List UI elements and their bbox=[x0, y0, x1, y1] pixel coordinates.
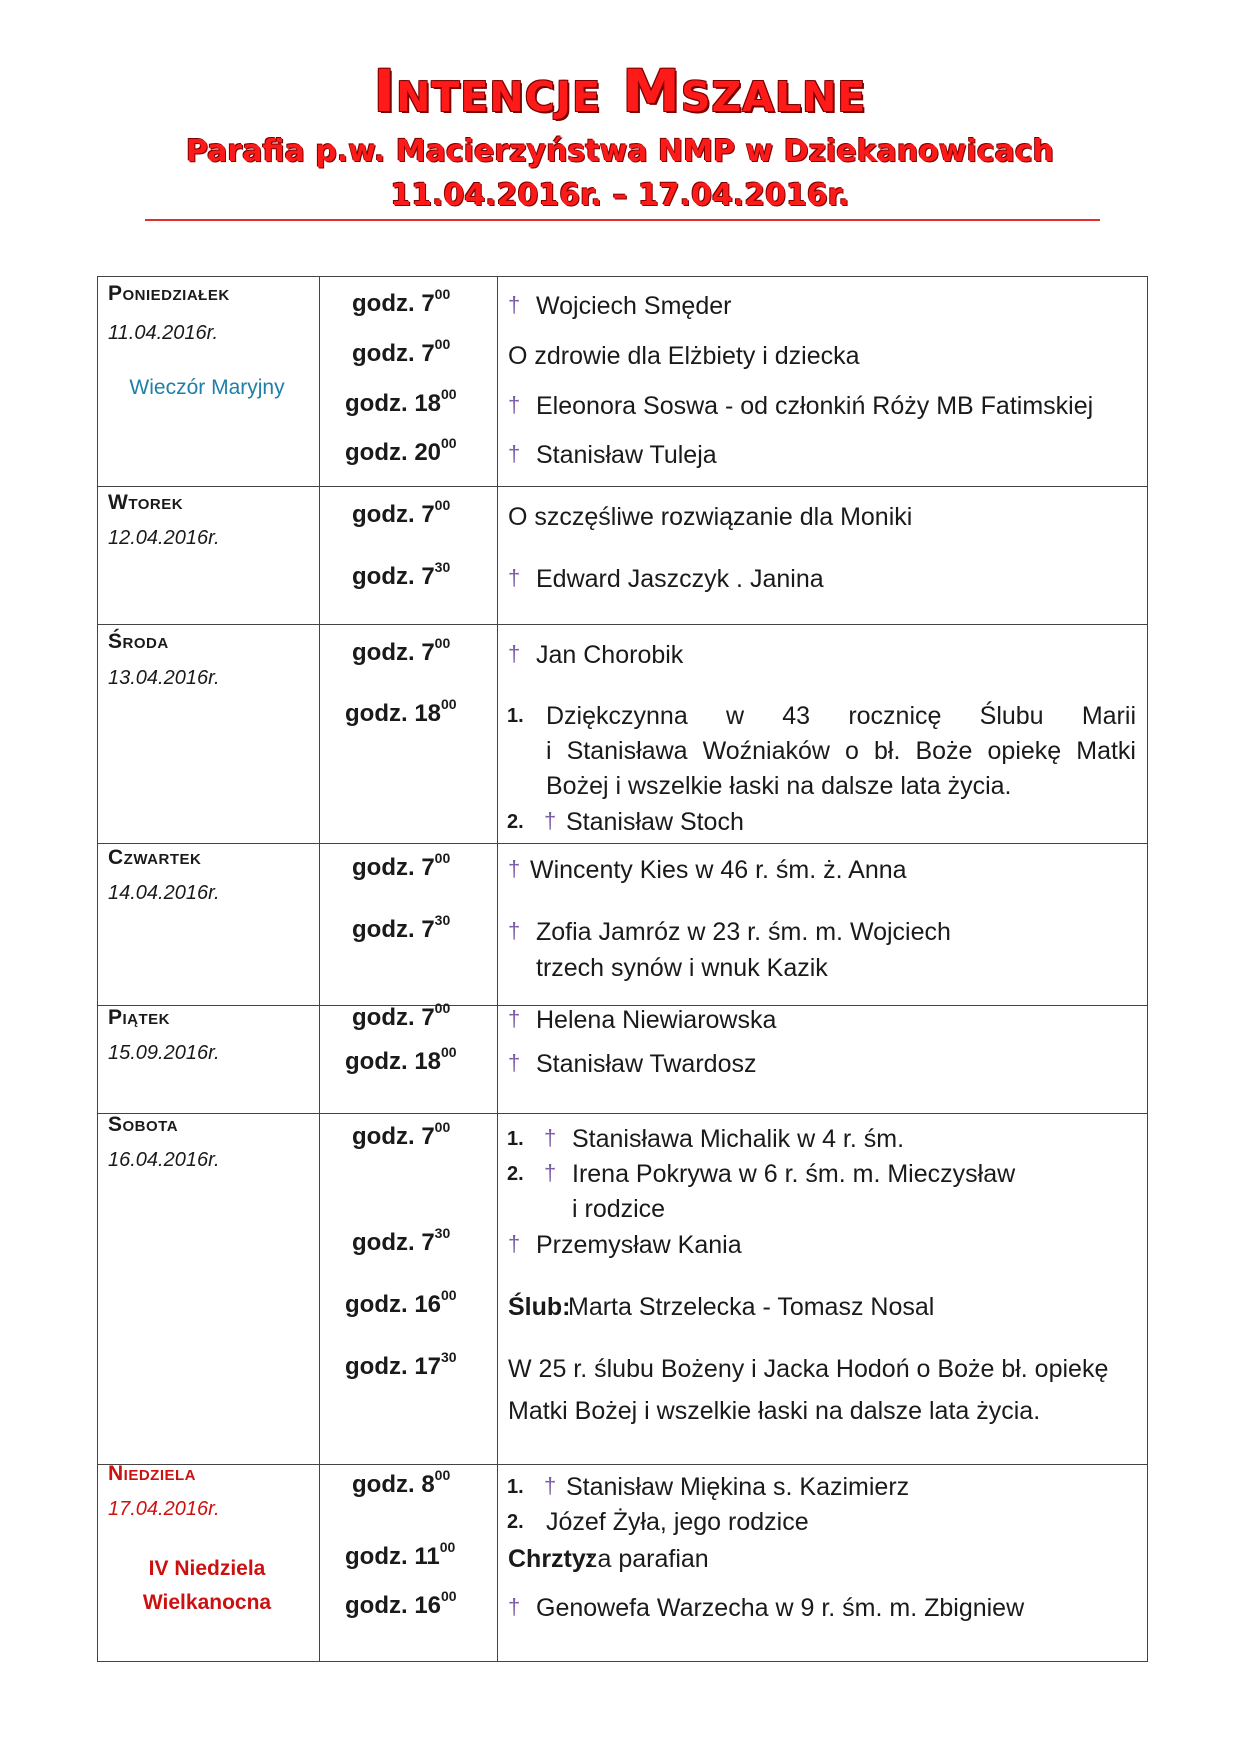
intention-text: Wincenty Kies w 46 r. śm. ż. Anna bbox=[530, 856, 907, 884]
mass-time bbox=[345, 696, 457, 728]
row-divider bbox=[98, 486, 1147, 487]
day-note: Wieczór Maryjny bbox=[129, 376, 285, 399]
mass-hour: godz. 7 bbox=[352, 563, 435, 590]
intention-text: Dziękczynna w 43 rocznicę Ślubu Marii bbox=[546, 702, 1136, 730]
mass-minutes: 00 bbox=[434, 1119, 451, 1135]
mass-minutes: 00 bbox=[434, 850, 451, 866]
mass-time bbox=[352, 1119, 451, 1151]
mass-minutes: 00 bbox=[441, 386, 457, 402]
intention-text: O zdrowie dla Elżbiety i dziecka bbox=[508, 342, 860, 370]
item-number: 2. bbox=[507, 1511, 524, 1533]
mass-time bbox=[352, 1467, 451, 1499]
mass-hour: godz. 16 bbox=[345, 1291, 442, 1318]
mass-hour: godz. 20 bbox=[345, 439, 442, 466]
mass-time bbox=[352, 635, 451, 667]
cross-icon: † bbox=[508, 1594, 521, 1619]
day-name: Piątek bbox=[108, 1006, 171, 1029]
item-number: 1. bbox=[507, 1128, 524, 1150]
cross-icon: † bbox=[544, 808, 557, 833]
mass-time bbox=[352, 1000, 451, 1032]
mass-time bbox=[352, 497, 451, 529]
mass-minutes: 00 bbox=[434, 336, 451, 352]
page-title: Intencje Mszalne bbox=[373, 57, 867, 125]
intention-text: W 25 r. ślubu Bożeny i Jacka Hodoń o Boże bł. opiekę bbox=[508, 1355, 1109, 1383]
mass-time bbox=[352, 912, 451, 944]
cross-icon: † bbox=[508, 1231, 521, 1256]
cross-icon: † bbox=[508, 565, 521, 590]
day-name: Środa bbox=[108, 630, 169, 653]
day-date: 16.04.2016r. bbox=[108, 1149, 220, 1171]
intention-text: Stanisław Tuleja bbox=[536, 441, 717, 469]
mass-time bbox=[345, 1588, 457, 1620]
mass-hour: godz. 18 bbox=[345, 390, 442, 417]
mass-minutes: 00 bbox=[441, 1044, 457, 1060]
day-name: Sobota bbox=[108, 1113, 179, 1136]
intention-text: Przemysław Kania bbox=[536, 1231, 742, 1259]
mass-time bbox=[352, 559, 451, 591]
intention-text: Zofia Jamróz w 23 r. śm. m. Wojciech bbox=[536, 918, 951, 946]
mass-hour: godz. 7 bbox=[352, 1004, 435, 1031]
mass-hour: godz. 7 bbox=[352, 340, 435, 367]
column-divider-day bbox=[319, 277, 320, 1661]
mass-minutes: 00 bbox=[441, 1588, 457, 1604]
header-divider bbox=[145, 219, 1100, 221]
parish-name: Parafia p.w. Macierzyństwa NMP w Dziekanowicach bbox=[185, 134, 1055, 169]
intention-text: Józef Żyła, jego rodzice bbox=[546, 1508, 809, 1536]
mass-minutes: 00 bbox=[434, 286, 451, 302]
intention-text: O szczęśliwe rozwiązanie dla Moniki bbox=[508, 503, 913, 531]
day-date: 13.04.2016r. bbox=[108, 667, 220, 689]
mass-hour: godz. 16 bbox=[345, 1592, 442, 1619]
mass-time bbox=[352, 336, 451, 368]
day-note: IV Niedziela bbox=[148, 1557, 266, 1580]
mass-hour: godz. 18 bbox=[345, 700, 442, 727]
intention-text: trzech synów i wnuk Kazik bbox=[536, 954, 828, 982]
mass-minutes: 00 bbox=[441, 1287, 457, 1303]
mass-time bbox=[352, 1225, 451, 1257]
cross-icon: † bbox=[544, 1160, 557, 1185]
mass-minutes: 30 bbox=[441, 1349, 457, 1365]
day-name: Czwartek bbox=[108, 846, 202, 869]
mass-time bbox=[352, 850, 451, 882]
mass-minutes: 00 bbox=[434, 635, 451, 651]
row-divider bbox=[98, 624, 1147, 625]
intention-text: Helena Niewiarowska bbox=[536, 1006, 777, 1034]
mass-hour: godz. 8 bbox=[352, 1471, 435, 1498]
day-note: Wielkanocna bbox=[142, 1591, 272, 1614]
mass-hour: godz. 7 bbox=[352, 854, 435, 881]
cross-icon: † bbox=[508, 918, 521, 943]
mass-hour: godz. 7 bbox=[352, 501, 435, 528]
day-date: 11.04.2016r. bbox=[108, 322, 219, 344]
mass-hour: godz. 17 bbox=[345, 1353, 442, 1380]
day-name: Niedziela bbox=[108, 1462, 197, 1485]
mass-minutes: 00 bbox=[441, 696, 457, 712]
intention-text: Matki Bożej i wszelkie łaski na dalsze lata życia. bbox=[508, 1397, 1041, 1425]
day-name: Poniedziałek bbox=[108, 282, 230, 305]
mass-minutes: 30 bbox=[434, 559, 451, 575]
intention-text: i rodzice bbox=[572, 1195, 666, 1223]
day-date: 12.04.2016r. bbox=[108, 527, 220, 549]
mass-time bbox=[345, 1349, 457, 1381]
intention-text: Stanisław Stoch bbox=[566, 808, 744, 836]
mass-hour: godz. 7 bbox=[352, 639, 435, 666]
day-date: 14.04.2016r. bbox=[108, 882, 220, 904]
row-divider bbox=[98, 1113, 1147, 1114]
mass-hour: godz. 7 bbox=[352, 290, 435, 317]
cross-icon: † bbox=[508, 292, 521, 317]
intention-label: Ślub: bbox=[508, 1293, 571, 1321]
mass-minutes: 00 bbox=[434, 497, 451, 513]
cross-icon: † bbox=[508, 641, 521, 666]
mass-time bbox=[345, 1044, 457, 1076]
mass-minutes: 30 bbox=[434, 1225, 451, 1241]
mass-hour: godz. 7 bbox=[352, 916, 435, 943]
intention-text: Wojciech Smęder bbox=[536, 292, 732, 320]
mass-time bbox=[352, 286, 451, 318]
mass-hour: godz. 7 bbox=[352, 1229, 435, 1256]
mass-hour: godz. 11 bbox=[345, 1543, 440, 1570]
date-range: 11.04.2016r. – 17.04.2016r. bbox=[390, 178, 850, 213]
column-divider-time bbox=[497, 277, 498, 1661]
mass-hour: godz. 18 bbox=[345, 1048, 442, 1075]
mass-time bbox=[345, 386, 457, 418]
mass-time bbox=[345, 435, 457, 467]
intention-text: Stanisław Twardosz bbox=[536, 1050, 757, 1078]
mass-minutes: 00 bbox=[439, 1539, 456, 1555]
cross-icon: † bbox=[508, 1006, 521, 1031]
day-date: 15.09.2016r. bbox=[108, 1042, 220, 1064]
intention-text: Bożej i wszelkie łaski na dalsze lata życia. bbox=[546, 772, 1012, 800]
mass-time bbox=[345, 1287, 457, 1319]
cross-icon: † bbox=[544, 1473, 557, 1498]
item-number: 2. bbox=[507, 1163, 524, 1185]
intention-text: Stanisław Miękina s. Kazimierz bbox=[566, 1473, 910, 1501]
intention-text: Jan Chorobik bbox=[536, 641, 684, 669]
mass-time bbox=[345, 1539, 456, 1571]
intention-label: Chrzty: bbox=[508, 1545, 595, 1573]
item-number: 1. bbox=[507, 705, 524, 727]
row-divider bbox=[98, 1464, 1147, 1465]
item-number: 1. bbox=[507, 1476, 524, 1498]
intention-text: Edward Jaszczyk . Janina bbox=[536, 565, 824, 593]
intention-text: Genowefa Warzecha w 9 r. śm. m. Zbigniew bbox=[536, 1594, 1025, 1622]
item-number: 2. bbox=[507, 811, 524, 833]
intention-text: Stanisława Michalik w 4 r. śm. bbox=[572, 1125, 905, 1153]
intention-text: Marta Strzelecka - Tomasz Nosal bbox=[568, 1293, 935, 1321]
intention-text: Irena Pokrywa w 6 r. śm. m. Mieczysław bbox=[572, 1160, 1016, 1188]
cross-icon: † bbox=[508, 441, 521, 466]
intention-text: za parafian bbox=[585, 1545, 709, 1573]
cross-icon: † bbox=[508, 856, 521, 881]
mass-minutes: 00 bbox=[441, 435, 457, 451]
row-divider bbox=[98, 843, 1147, 844]
cross-icon: † bbox=[544, 1125, 557, 1150]
day-name: Wtorek bbox=[108, 491, 184, 514]
intention-text: i Stanisława Woźniaków o bł. Boże opiekę Matki bbox=[546, 737, 1136, 765]
cross-icon: † bbox=[508, 1050, 521, 1075]
intention-text: Eleonora Soswa - od członkiń Róży MB Fatimskiej bbox=[536, 392, 1094, 420]
mass-minutes: 00 bbox=[434, 1467, 451, 1483]
mass-minutes: 00 bbox=[434, 1000, 451, 1016]
mass-hour: godz. 7 bbox=[352, 1123, 435, 1150]
mass-minutes: 30 bbox=[434, 912, 451, 928]
day-date: 17.04.2016r. bbox=[108, 1498, 220, 1520]
cross-icon: † bbox=[508, 392, 521, 417]
